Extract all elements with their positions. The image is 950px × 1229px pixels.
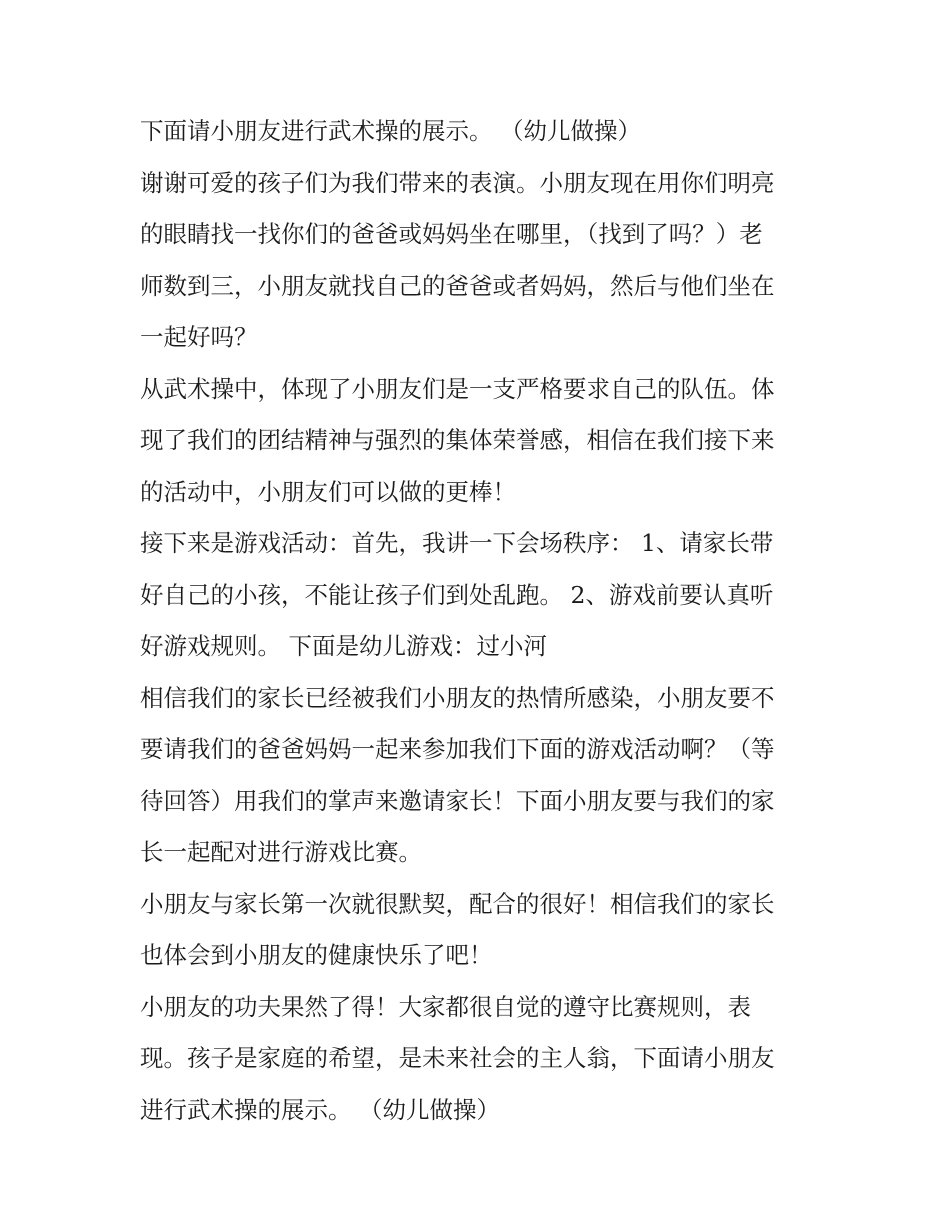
text-line-4: 师数到三，小朋友就找自己的爸爸或者妈妈，然后与他们坐在 (140, 271, 775, 300)
text-line-16: 小朋友与家长第一次就很默契，配合的很好！相信我们的家长 (140, 889, 775, 918)
text-line-3: 的眼睛找一找你们的爸爸或妈妈坐在哪里，（找到了吗？）老 (140, 220, 763, 248)
text-line-11: 好游戏规则。 下面是幼儿游戏：过小河 (140, 632, 547, 660)
text-line-13: 要请我们的爸爸妈妈一起来参加我们下面的游戏活动啊？（等 (140, 735, 775, 763)
text-line-8: 的活动中，小朋友们可以做的更棒！ (140, 477, 516, 506)
text-line-15: 长一起配对进行游戏比赛。 (140, 838, 422, 866)
text-line-12: 相信我们的家长已经被我们小朋友的热情所感染，小朋友要不 (140, 683, 775, 712)
text-line-5: 一起好吗？ (140, 323, 258, 351)
text-line-2: 谢谢可爱的孩子们为我们带来的表演。小朋友现在用你们明亮 (140, 168, 775, 197)
text-line-1: 下面请小朋友进行武术操的展示。 （幼儿做操） (140, 117, 641, 145)
text-line-6: 从武术操中，体现了小朋友们是一支严格要求自己的队伍。体 (140, 374, 775, 403)
text-line-9: 接下来是游戏活动：首先，我讲一下会场秩序： 1、请家长带 (140, 529, 774, 557)
text-line-14: 待回答）用我们的掌声来邀请家长！下面小朋友要与我们的家 (140, 786, 775, 815)
document-body (140, 106, 814, 1136)
text-line-20: 进行武术操的展示。 （幼儿做操） (140, 1095, 500, 1124)
text-line-10: 好自己的小孩，不能让孩子们到处乱跑。 2、游戏前要认真听 (140, 580, 774, 609)
text-line-18: 小朋友的功夫果然了得！大家都很自觉的遵守比赛规则，表 (140, 992, 751, 1021)
text-line-19: 现。孩子是家庭的希望，是未来社会的主人翁，下面请小朋友 (140, 1044, 775, 1072)
text-line-7: 现了我们的团结精神与强烈的集体荣誉感，相信在我们接下来 (140, 426, 775, 454)
text-line-17: 也体会到小朋友的健康快乐了吧！ (140, 941, 493, 969)
